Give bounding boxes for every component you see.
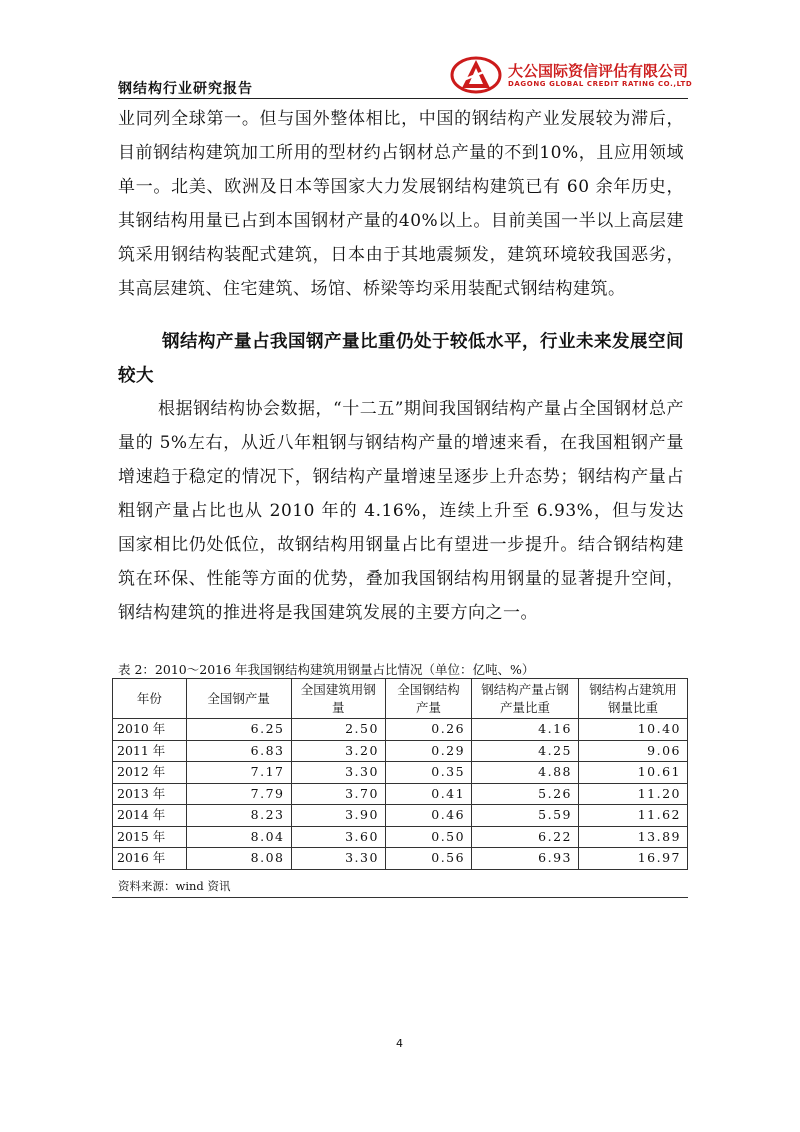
table-cell: 11.62 xyxy=(578,805,687,827)
table-cell-year: 2011 年 xyxy=(113,740,187,762)
table-header-row xyxy=(113,679,688,719)
table-cell-year: 2010 年 xyxy=(113,719,187,741)
table-cell: 3.60 xyxy=(291,826,385,848)
table-cell: 8.23 xyxy=(186,805,291,827)
table-cell: 9.06 xyxy=(578,740,687,762)
table-cell: 0.41 xyxy=(385,783,471,805)
table-row xyxy=(113,783,688,805)
table-cell-year: 2016 年 xyxy=(113,848,187,870)
table-cell: 3.90 xyxy=(291,805,385,827)
column-header: 钢结构产量占钢产量比重 xyxy=(472,679,579,719)
table-cell-year: 2015 年 xyxy=(113,826,187,848)
table-cell: 4.16 xyxy=(472,719,579,741)
table-cell: 8.04 xyxy=(186,826,291,848)
header-divider xyxy=(118,98,688,99)
table-cell-year: 2012 年 xyxy=(113,762,187,784)
table-cell: 2.50 xyxy=(291,719,385,741)
table-caption: 表 2：2010～2016 年我国钢结构建筑用钢量占比情况（单位：亿吨、%） xyxy=(118,662,535,677)
paragraph-intro xyxy=(118,102,684,306)
dagong-logo-icon xyxy=(450,56,502,94)
table-cell: 3.30 xyxy=(291,762,385,784)
table-cell: 16.97 xyxy=(578,848,687,870)
table-cell: 5.26 xyxy=(472,783,579,805)
column-header: 全国建筑用钢量 xyxy=(291,679,385,719)
source-divider xyxy=(112,897,688,898)
column-header: 全国钢结构产量 xyxy=(385,679,471,719)
paragraph-text: 业同列全球第一。但与国外整体相比，中国的钢结构产业发展较为滞后，目前钢结构建筑加工所用的型材约占钢材总产量的不到10%，且应用领域单一。北美、欧洲及日本等国家大力发展钢结构建筑已有 60 余年历史，其钢结构用量已占到本国钢材产量的40%以上。目前美国一半以上高层建筑采用钢结构装配式建筑，日本由于其地震频发，建筑环境较我国恶劣，其高层建筑、住宅建筑、场馆、桥梁等均采用装配式钢结构建筑。 xyxy=(118,109,684,299)
table-cell-year: 2014 年 xyxy=(113,805,187,827)
table-row xyxy=(113,826,688,848)
logo-company-name-en: DAGONG GLOBAL CREDIT RATING CO.,LTD xyxy=(508,80,693,88)
logo-company-name-cn: 大公国际资信评估有限公司 xyxy=(508,62,689,80)
page-number: 4 xyxy=(396,1037,403,1050)
table-cell: 4.88 xyxy=(472,762,579,784)
table-row xyxy=(113,848,688,870)
column-header: 钢结构占建筑用钢量比重 xyxy=(578,679,687,719)
table-cell: 0.35 xyxy=(385,762,471,784)
table-cell: 6.83 xyxy=(186,740,291,762)
paragraph-analysis: 根据钢结构协会数据，“十二五”期间我国钢结构产量占全国钢材总产量的 5%左右，从近八年粗钢与钢结构产量的增速来看，在我国粗钢产量增速趋于稳定的情况下，钢结构产量增速呈逐步上升态势；钢结构产量占粗钢产量占比也从 2010 年的 4.16%，连续上升至 6.93%，但与发达国家相比仍处低位，故钢结构用钢量占比有望进一步提升。结合钢结构建筑在环保、性能等方面的优势，叠加我国钢结构用钢量的显著提升空间，钢结构建筑的推进将是我国建筑发展的主要方向之一。 xyxy=(118,399,684,623)
table-cell: 3.30 xyxy=(291,848,385,870)
table-cell: 7.17 xyxy=(186,762,291,784)
table-source-note: 资料来源：wind 资讯 xyxy=(118,879,231,893)
steel-ratio-table xyxy=(112,678,688,870)
table-cell: 6.25 xyxy=(186,719,291,741)
table-row xyxy=(113,719,688,741)
table-cell: 0.29 xyxy=(385,740,471,762)
company-logo xyxy=(450,56,693,96)
table-row xyxy=(113,762,688,784)
table-cell: 8.08 xyxy=(186,848,291,870)
column-header: 年份 xyxy=(113,679,187,719)
table-cell: 6.93 xyxy=(472,848,579,870)
table-cell: 5.59 xyxy=(472,805,579,827)
table-cell: 6.22 xyxy=(472,826,579,848)
table-cell: 7.79 xyxy=(186,783,291,805)
table-cell: 3.70 xyxy=(291,783,385,805)
table-cell: 0.46 xyxy=(385,805,471,827)
table-cell: 4.25 xyxy=(472,740,579,762)
table-cell: 11.20 xyxy=(578,783,687,805)
section-heading: 钢结构产量占我国钢产量比重仍处于较低水平，行业未来发展空间较大 xyxy=(118,332,684,386)
table-cell: 3.20 xyxy=(291,740,385,762)
table-cell: 0.56 xyxy=(385,848,471,870)
table-row xyxy=(113,740,688,762)
table-cell: 10.40 xyxy=(578,719,687,741)
table-row xyxy=(113,805,688,827)
table-cell: 0.26 xyxy=(385,719,471,741)
column-header: 全国钢产量 xyxy=(186,679,291,719)
table-cell: 13.89 xyxy=(578,826,687,848)
table-cell: 0.50 xyxy=(385,826,471,848)
table-cell: 10.61 xyxy=(578,762,687,784)
table-cell-year: 2013 年 xyxy=(113,783,187,805)
report-header-title: 钢结构行业研究报告 xyxy=(118,81,253,97)
